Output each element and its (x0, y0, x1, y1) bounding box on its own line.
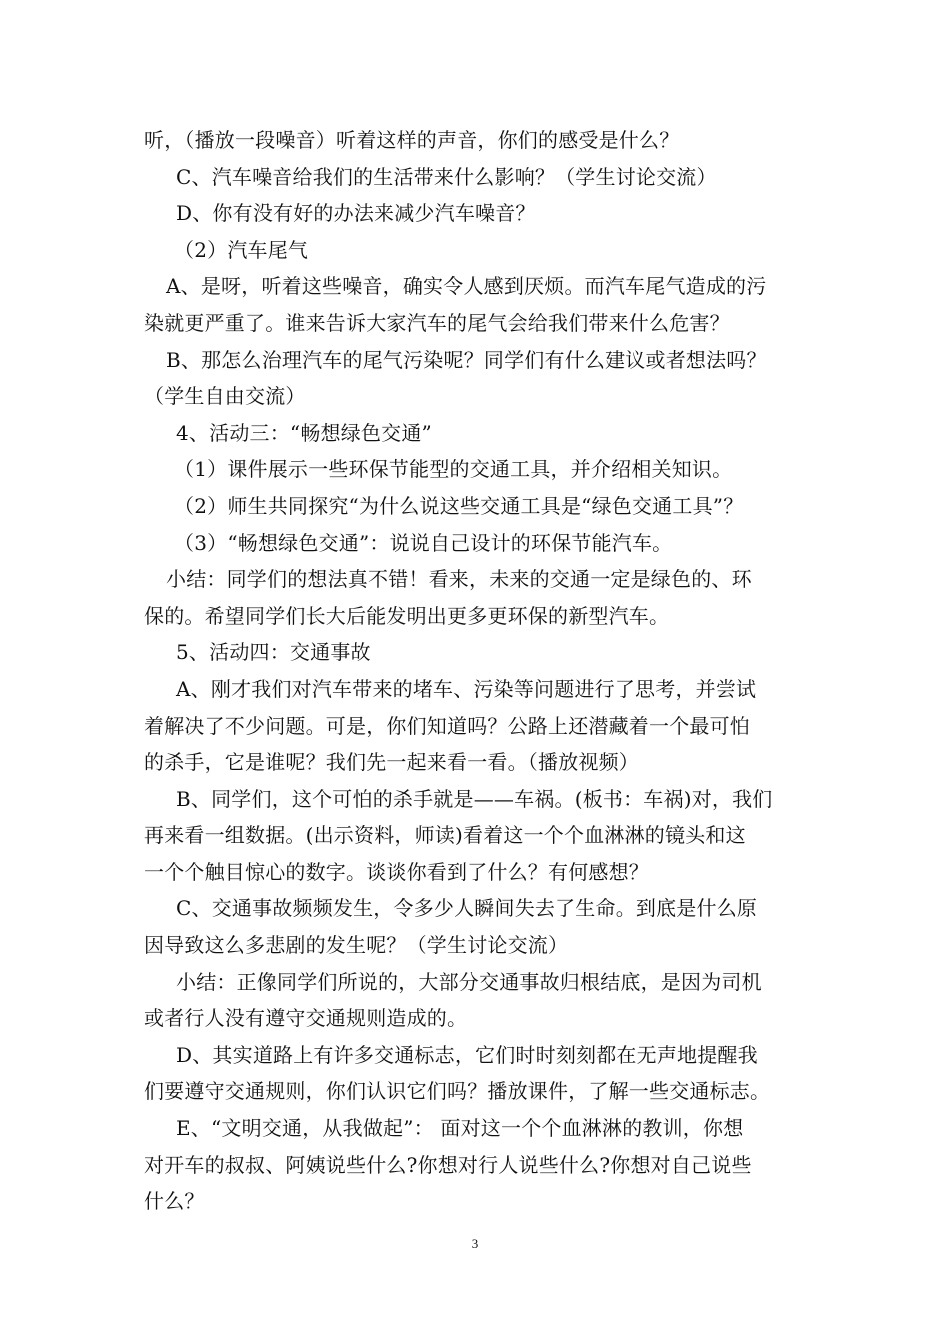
text-line: （2）汽车尾气 (174, 237, 309, 262)
text-line: 听，（播放一段噪音）听着这样的声音，你们的感受是什么？ (144, 128, 680, 152)
text-line: 的杀手，它是谁呢？我们先一起来看一看。（播放视频） (144, 750, 639, 775)
text-line: （1）课件展示一些环保节能型的交通工具，并介绍相关知识。 (174, 457, 733, 482)
text-line: A、是呀，听着这些噪音，确实令人感到厌烦。而汽车尾气造成的污 (166, 274, 767, 299)
text-line: 对开车的叔叔、阿姨说些什么?你想对行人说些什么?你想对自己说些 (144, 1152, 752, 1177)
text-line: 们要遵守交通规则，你们认识它们吗？播放课件，了解一些交通标志。 (144, 1079, 771, 1104)
text-line: 着解决了不少问题。可是，你们知道吗？公路上还潜藏着一个最可怕 (144, 713, 750, 738)
text-line: 一个个触目惊心的数字。谈谈你看到了什么？有何感想？ (144, 859, 649, 884)
text-line: （学生自由交流） (144, 384, 306, 409)
text-line: D、其实道路上有许多交通标志，它们时时刻刻都在无声地提醒我 (176, 1042, 758, 1067)
text-line: A、刚才我们对汽车带来的堵车、污染等问题进行了思考，并尝试 (176, 676, 757, 701)
text-line: E、“文明交通，从我做起”： 面对这一个个血淋淋的教训，你想 (176, 1116, 744, 1141)
text-line: 小结：同学们的想法真不错！看来，未来的交通一定是绿色的、环 (166, 567, 752, 592)
text-line: 保的。希望同学们长大后能发明出更多更环保的新型汽车。 (144, 603, 670, 628)
text-line: B、同学们，这个可怕的杀手就是——车祸。(板书：车祸)对，我们 (176, 786, 773, 811)
text-line: 小结：正像同学们所说的，大部分交通事故归根结底，是因为司机 (176, 969, 762, 994)
text-line: C、汽车噪音给我们的生活带来什么影响？（学生讨论交流） (176, 164, 717, 189)
text-line: D、你有没有好的办法来减少汽车噪音？ (176, 201, 536, 226)
text-line: B、那怎么治理汽车的尾气污染呢？同学们有什么建议或者想法吗？ (166, 347, 767, 372)
text-line: 什么？ (144, 1189, 205, 1214)
page-number: 3 (471, 1236, 479, 1251)
text-line: 4、活动三：“畅想绿色交通” (176, 420, 432, 445)
text-line: 因导致这么多悲剧的发生呢？（学生讨论交流） (144, 933, 569, 958)
text-line: （3）“畅想绿色交通”：说说自己设计的环保节能汽车。 (174, 530, 673, 555)
document-body (144, 122, 816, 1220)
text-line: 染就更严重了。谁来告诉大家汽车的尾气会给我们带来什么危害？ (144, 310, 730, 335)
text-line: 再来看一组数据。(出示资料，师读)看着这一个个血淋淋的镜头和这 (144, 823, 746, 848)
text-line: （2）师生共同探究“为什么说这些交通工具是“绿色交通工具”？ (174, 493, 744, 518)
text-line: C、交通事故频频发生，令多少人瞬间失去了生命。到底是什么原 (176, 896, 758, 921)
text-line: 或者行人没有遵守交通规则造成的。 (144, 1006, 468, 1031)
text-line: 5、活动四：交通事故 (176, 640, 371, 665)
